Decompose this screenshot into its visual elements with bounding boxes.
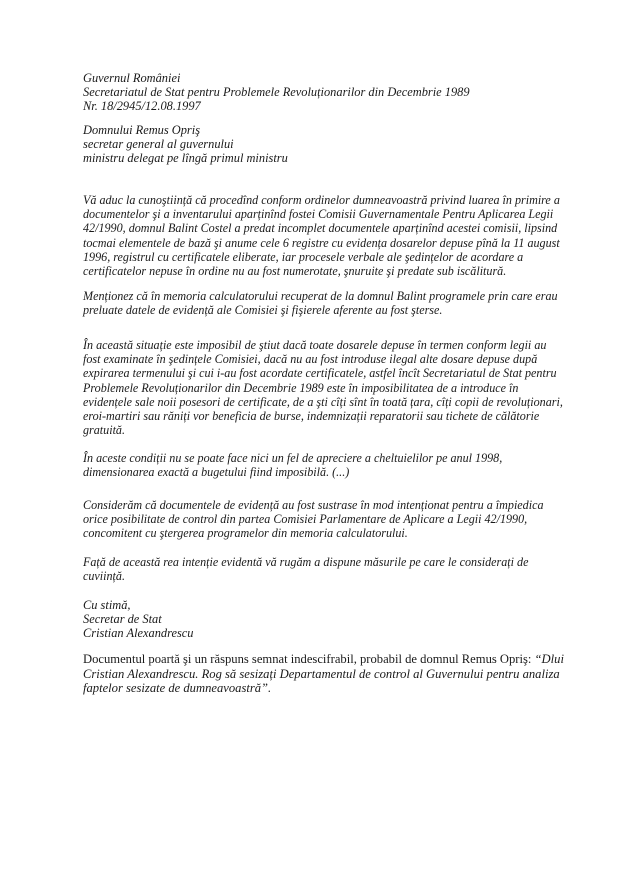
note-intro-text: Documentul poartă şi un răspuns semnat indescifrabil, probabil de domnul Remus Opriş:: [83, 652, 535, 666]
note-quote-line: Cristian Alexandrescu. Rog să sesizați Departamentul de control al Guvernului pentru analiza: [83, 666, 560, 681]
paragraph-line: În aceste condiții nu se poate face nici un fel de apreciere a cheltuielilor pe anul 1998,: [83, 451, 503, 465]
paragraph-line: certificatelor nepuse în ordine nu au fost numerotate, şnuruite şi predate sub iscălitură.: [83, 264, 507, 279]
body-paragraph: [83, 289, 573, 317]
paragraph-line: concomitent cu ştergerea programelor din memoria calculatorului.: [83, 526, 408, 541]
note-line: [83, 652, 573, 667]
signature-closing: Cu stimă,: [83, 598, 131, 612]
note-quote-line: faptelor sesizate de dumneavoastră”.: [83, 681, 272, 696]
addressee-name: Domnului Remus Opriş: [83, 123, 201, 137]
paragraph-line: În această situație este imposibil de ştiut dacă toate dosarele depuse în termen conform legii au: [83, 338, 547, 352]
paragraph-line: cuviință.: [83, 569, 125, 584]
editor-note: [83, 652, 573, 696]
note-quote-start: “Dlui: [534, 652, 564, 666]
letter-header: [83, 71, 573, 114]
body-paragraph: [83, 338, 573, 437]
paragraph-line: Considerăm că documentele de evidență au fost sustrase în mod intenționat pentru a împiedica: [83, 498, 544, 512]
body-paragraph: [83, 498, 573, 541]
paragraph-line: dimensionarea exactă a bugetului fiind imposibilă. (...): [83, 465, 350, 480]
signature-title: Secretar de Stat: [83, 612, 162, 627]
addressee-role-secondary: ministru delegat pe lîngă primul ministru: [83, 151, 288, 166]
paragraph-line: documentelor şi a inventarului aparținînd fostei Comisii Guvernamentale Pentru Aplicarea Legii: [83, 207, 554, 222]
addressee-role: secretar general al guvernului: [83, 137, 234, 152]
paragraph-line: fost examinate în şedințele Comisiei, dacă nu au fost introduse ilegal alte dosare depuse după: [83, 352, 538, 367]
paragraph-line: orice posibilitate de control din partea Comisiei Parlamentare de Aplicare a Legii 42/1990,: [83, 512, 528, 527]
paragraph-line: tocmai elementele de bază şi anume cele 6 registre cu evidența dosarelor depuse pînă la 11 august: [83, 235, 560, 250]
paragraph-line: preluate datele de evidență ale Comisiei şi fişierele aferente au fost şterse.: [83, 303, 443, 318]
paragraph-line: Problemele Revoluționarilor din Decembrie 1989 este în imposibilitatea de a introduce în: [83, 380, 519, 395]
header-institution: Guvernul României: [83, 71, 181, 85]
header-reference-number: Nr. 18/2945/12.08.1997: [83, 99, 201, 114]
paragraph-line: gratuită.: [83, 423, 125, 438]
letter-addressee: [83, 123, 573, 166]
body-paragraph: [83, 555, 573, 583]
signature-name: Cristian Alexandrescu: [83, 626, 194, 641]
body-paragraph: [83, 451, 573, 479]
paragraph-line: eroi-martiri sau răniți vor beneficia de burse, indemnizații reparatorii sau tichete de călătorie: [83, 409, 540, 424]
header-department: Secretariatul de Stat pentru Problemele Revoluționarilor din Decembrie 1989: [83, 85, 470, 100]
paragraph-line: evidențele sale noii posesori de certificate, de a şti cîți sînt în toată țara, cîți copii de revoluționari,: [83, 394, 563, 409]
paragraph-line: 42/1990, domnul Balint Costel a predat incomplet documentele aparținînd acestei comisii, lipsind: [83, 221, 558, 236]
paragraph-line: expirarea termenului şi cui i-au fost acordate certificatele, astfel încît Secretariatul de Stat pentru: [83, 366, 557, 381]
body-paragraph: [83, 193, 573, 278]
paragraph-line: Menționez că în memoria calculatorului recuperat de la domnul Balint programele prin care erau: [83, 289, 558, 303]
paragraph-line: 1996, registrul cu certificatele eliberate, iar procesele verbale ale şedințelor de acordare a: [83, 249, 524, 264]
signature-block: [83, 598, 573, 641]
paragraph-line: Față de această rea intenție evidentă vă rugăm a dispune măsurile pe care le considerați de: [83, 555, 529, 569]
paragraph-line: Vă aduc la cunoştiință că procedînd conform ordinelor dumneavoastră privind luarea în primire a: [83, 193, 560, 207]
